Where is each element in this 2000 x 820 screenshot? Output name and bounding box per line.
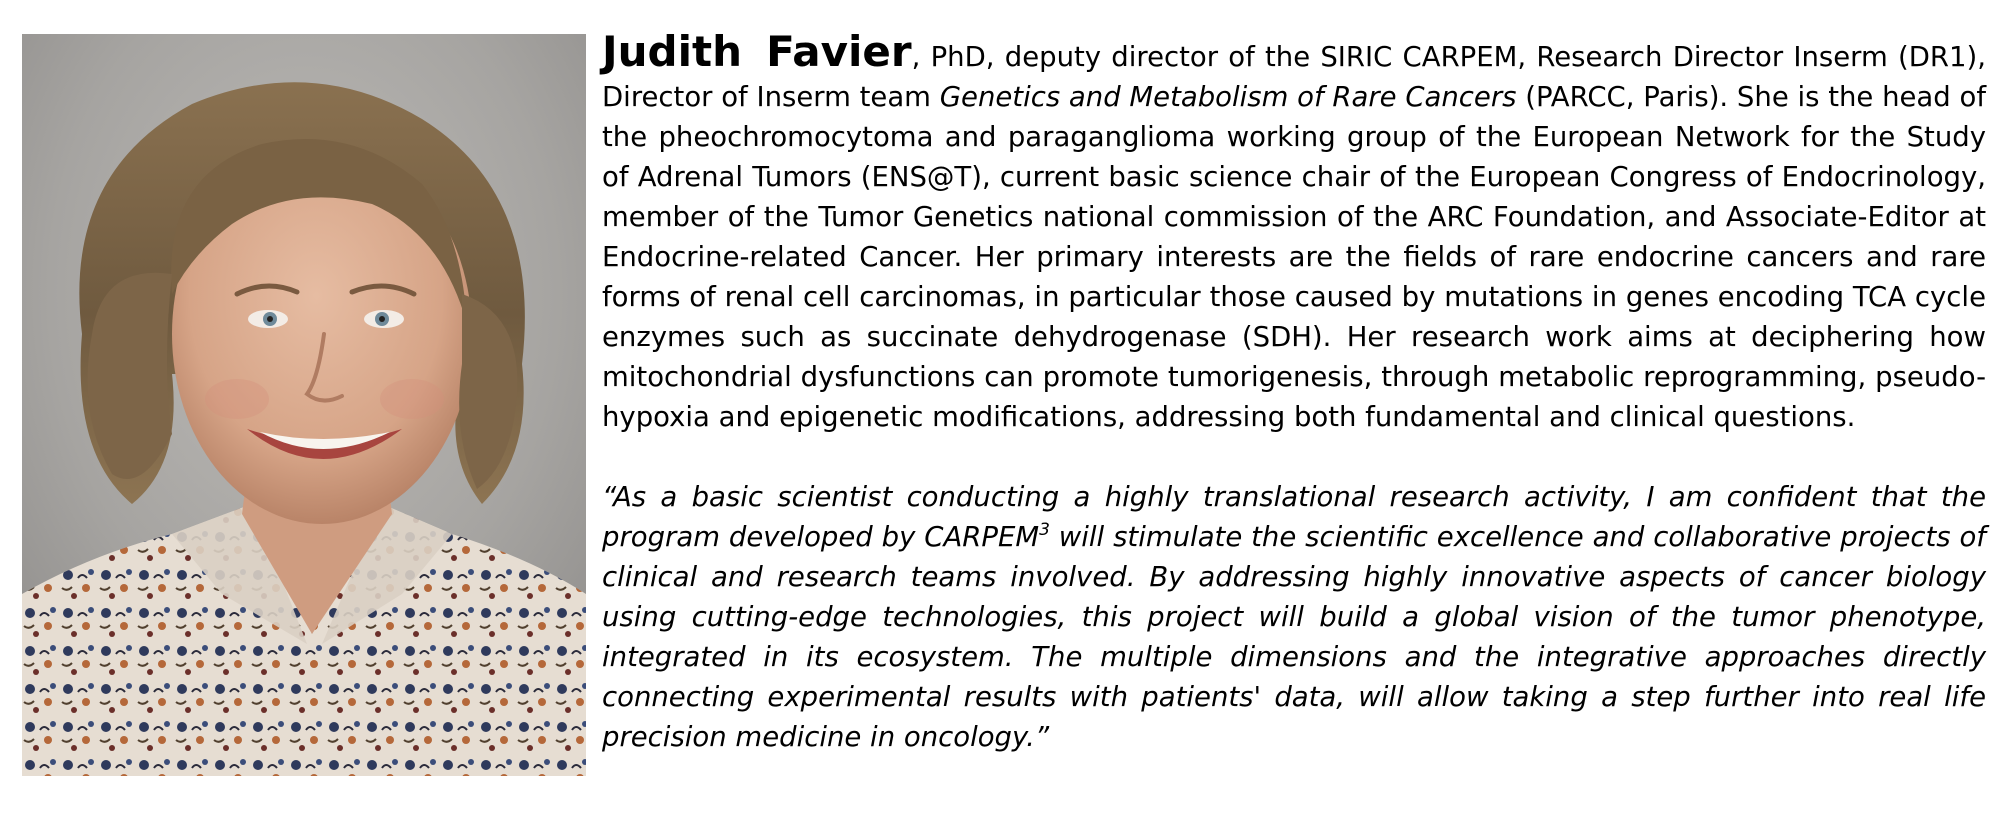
- bio-paragraph: [602, 27, 1986, 437]
- person-name: Judith Favier: [602, 27, 912, 76]
- quote-paragraph: [602, 477, 1986, 757]
- bio-intro: , PhD, deputy director of the SIRIC CARPEM, Research Director Inserm (DR1), Director of Inserm team: [602, 41, 1986, 113]
- quote-part-2: will stimulate the scientific excellence and collaborative projects of clinical and research teams involved. By addressing highly innovative aspects of cancer biology using cutting-edge technologies, this project will build a global vision of the tumor phenotype, integrated in its ecosystem. The multiple dimensions and the integrative approaches directly connecting experimental results with patients' data, will allow taking a step further into real life precision medicine in oncology.”: [602, 521, 1986, 753]
- portrait-photo: [22, 34, 586, 776]
- team-name: Genetics and Metabolism of Rare Cancers: [939, 81, 1517, 113]
- quote-part-1: “As a basic scientist conducting a highly translational research activity, I am confident that the program developed by CARPEM: [602, 481, 1986, 553]
- bio-details: (PARCC, Paris). She is the head of the pheochromocytoma and paraganglioma working group of the European Network for the Study of Adrenal Tumors (ENS@T), current basic science chair of the European Congress of Endocrinology, member of the Tumor Genetics national commission of the ARC Foundation, and Associate-Editor at Endocrine-related Cancer. Her primary interests are the fields of rare endocrine cancers and rare forms of renal cell carcinomas, in particular those caused by mutations in genes encoding TCA cycle enzymes such as succinate dehydrogenase (SDH). Her research work aims at deciphering how mitochondrial dysfunctions can promote tumorigenesis, through metabolic reprogramming, pseudo-hypoxia and epigenetic modifications, addressing both fundamental and clinical questions.: [602, 81, 1986, 433]
- quote-superscript: 3: [1039, 520, 1050, 540]
- profile-text: [602, 27, 1986, 757]
